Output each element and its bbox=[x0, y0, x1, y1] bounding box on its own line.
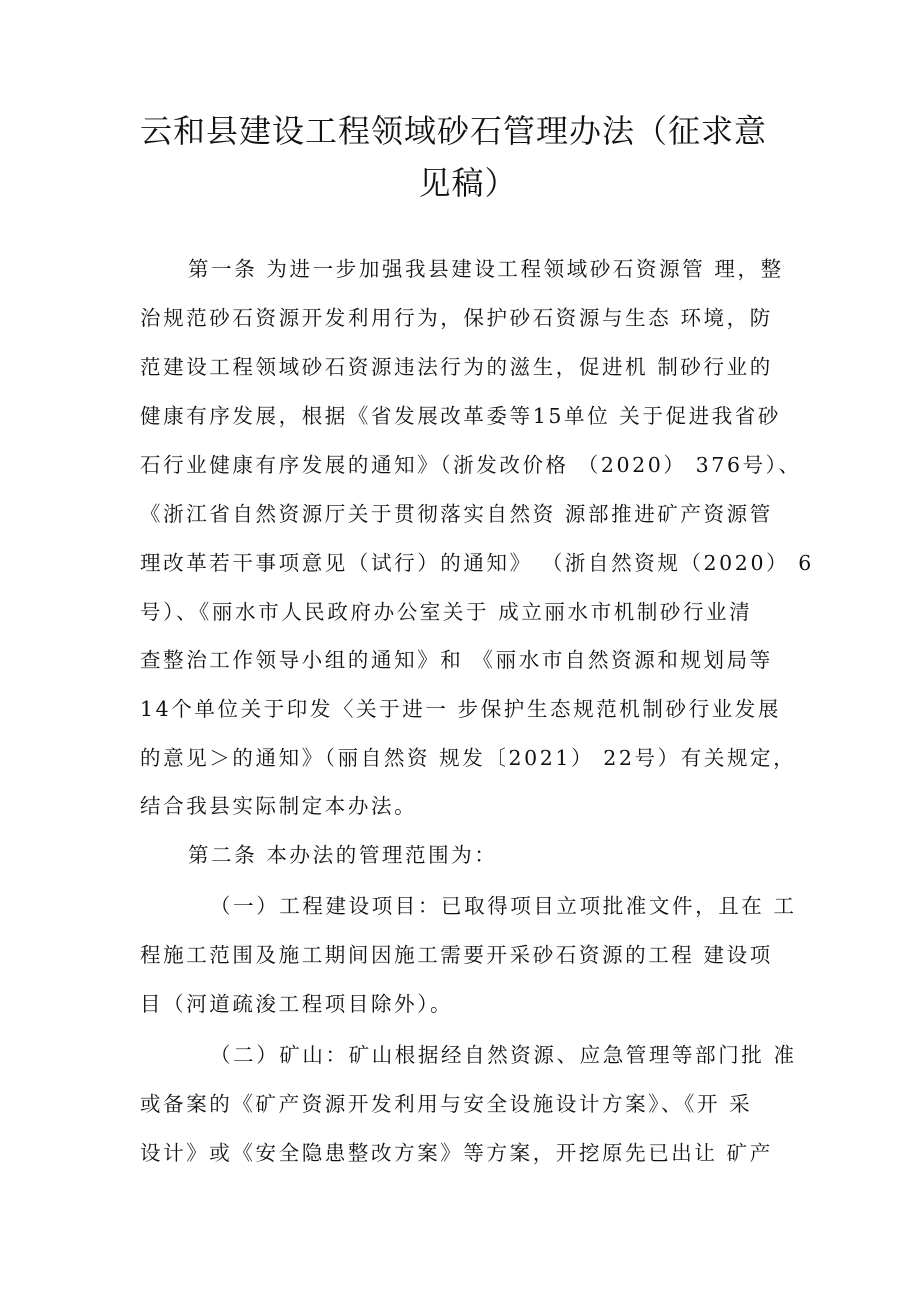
article-1-line: 健康有序发展，根据《省发展改革委等15单位 关于促进我省砂 bbox=[140, 404, 781, 428]
article-2-line: 第二条 本办法的管理范围为： bbox=[188, 843, 498, 867]
article-1-line: 第一条 为进一步加强我县建设工程领域砂石资源管 理，整 bbox=[188, 257, 784, 281]
clause-2-line: 或备案的《矿产资源开发利用与安全设施设计方案》、《开 采 bbox=[140, 1092, 753, 1116]
article-1-line: 号）、《丽水市人民政府办公室关于 成立丽水市机制砂行业清 bbox=[140, 600, 753, 624]
article-1-line: 《浙江省自然资源厅关于贯彻落实自然资 源部推进矿产资源管 bbox=[140, 502, 773, 526]
document-title-line-2: 见稿） bbox=[418, 164, 518, 202]
article-1-line: 石行业健康有序发展的通知》（浙发改价格 （2020） 376号）、 bbox=[140, 453, 802, 477]
clause-1-line: 目（河道疏浚工程项目除外）。 bbox=[140, 992, 454, 1016]
article-1-line: 范建设工程领域砂石资源违法行为的滋生，促进机 制砂行业的 bbox=[140, 355, 773, 379]
clause-1-line: 程施工范围及施工期间因施工需要开采砂石资源的工程 建设项 bbox=[140, 943, 773, 967]
clause-2-line: （二）矿山：矿山根据经自然资源、应急管理等部门批 准 bbox=[210, 1043, 797, 1067]
document-title-line-1: 云和县建设工程领域砂石管理办法（征求意 bbox=[140, 112, 768, 150]
article-1-line: 的意见＞的通知》（丽自然资 规发〔2021） 22号）有关规定， bbox=[140, 746, 797, 770]
article-1-line: 14个单位关于印发〈关于进一 步保护生态规范机制砂行业发展 bbox=[140, 697, 781, 721]
clause-1-line: （一）工程建设项目：已取得项目立项批准文件，且在 工 bbox=[210, 894, 797, 918]
article-1-line: 查整治工作领导小组的通知》和 《丽水市自然资源和规划局等 bbox=[140, 648, 773, 672]
article-1-line: 理改革若干事项意见（试行）的通知》 （浙自然资规（2020） 6 bbox=[140, 551, 814, 575]
article-1-line: 结合我县实际制定本办法。 bbox=[140, 794, 418, 818]
clause-2-line: 设计》或《安全隐患整改方案》等方案，开挖原先已出让 矿产 bbox=[140, 1141, 773, 1165]
article-1-line: 治规范砂石资源开发利用行为，保护砂石资源与生态 环境，防 bbox=[140, 306, 773, 330]
